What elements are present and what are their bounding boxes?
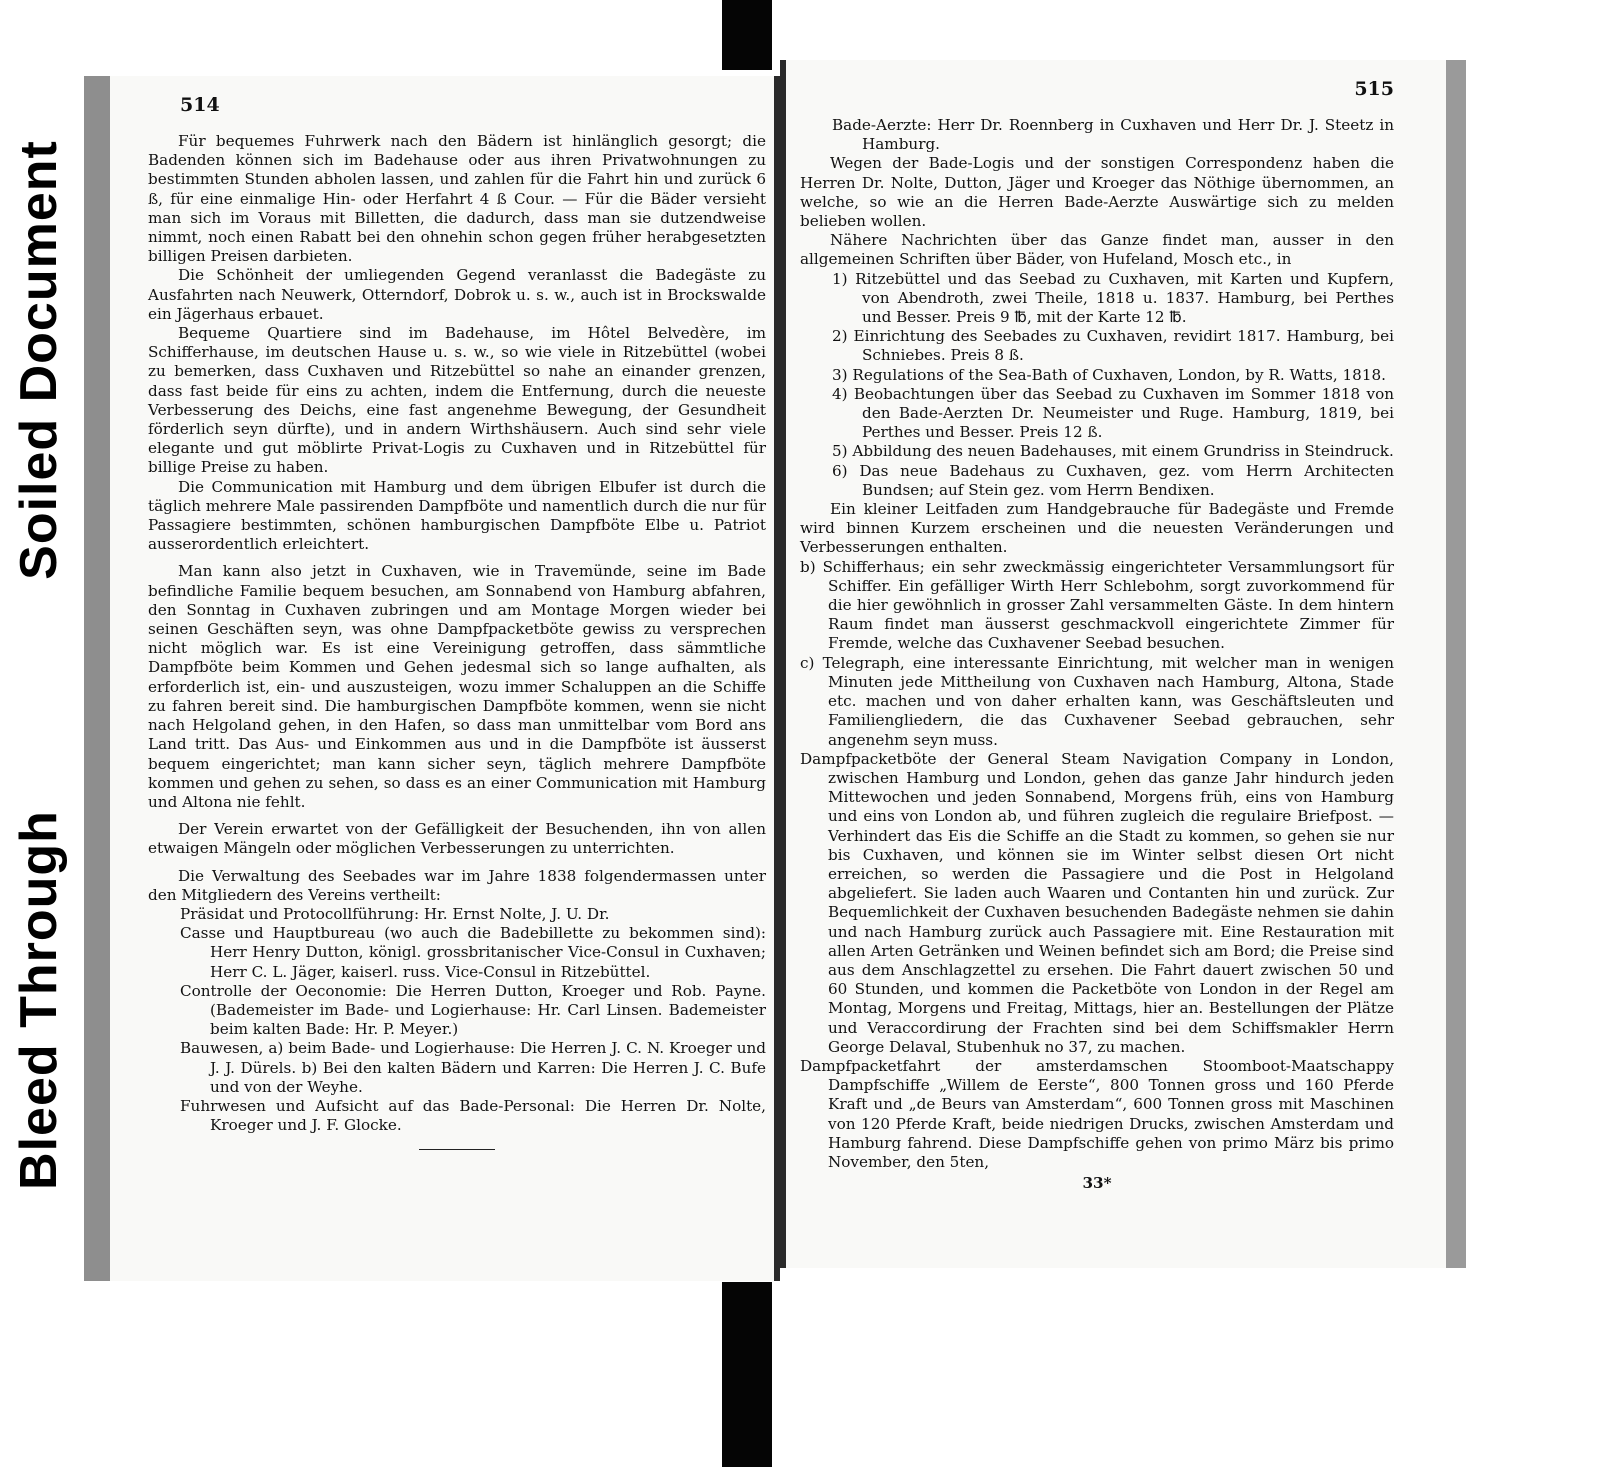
right-page-text — [800, 116, 1394, 1193]
right-page-gutter — [780, 60, 786, 1268]
entry-amsterdam: Dampfpacketfahrt der amsterdamschen Stoomboot-Maatschappy Dampfschiffe „Willem de Eerste“, 800 Tonnen gross und 160 Pferde Kraft und „de Beurs van Amsterdam“, 600 Tonnen gross mit Maschinen von 120 Pferde Kraft, beide niedrigen Drucks, zwischen Amsterdam und Hamburg fahrend. Diese Dampfschiffe gehen von primo März bis primo November, den 5ten, — [800, 1056, 1394, 1171]
item-telegraph: c) Telegraph, eine interessante Einrichtung, mit welcher man in wenigen Minuten jede Mittheilung von Cuxhaven nach Hamburg, Altona, Stade etc. machen und von daher erhalten kann, was Geschäftsleuten und Familiengliedern, die das Cuxhavener Seebad gebrauchen, sehr angenehm seyn muss. — [800, 653, 1394, 749]
paragraph-verein: Der Verein erwartet von der Gefälligkeit der Besuchenden, ihn von allen etwaigen Mängeln oder möglichen Verbesserungen zu unterrichten. — [148, 820, 766, 858]
closing-rule — [419, 1149, 495, 1150]
reference-3: 3) Regulations of the Sea-Bath of Cuxhaven, London, by R. Watts, 1818. — [832, 365, 1386, 384]
reference-1: 1) Ritzebüttel und das Seebad zu Cuxhaven, mit Karten und Kupfern, von Abendroth, zwei Theile, 1818 u. 1837. Hamburg, bei Perthes und Besser. Preis 9 ℔, mit der Karte 12 ℔. — [832, 269, 1394, 327]
admin-casse: Casse und Hauptbureau (wo auch die Badebillette zu bekommen sind): Herr Henry Dutton, königl. grossbritanischer Vice-Consul in Cuxhaven; Herr C. L. Jäger, kaiserl. russ. Vice-Consul in Ritzebüttel. — [180, 924, 766, 981]
spine-strip-top — [722, 0, 772, 70]
left-page-text — [148, 132, 766, 1150]
paragraph-quartiere: Bequeme Quartiere sind im Badehause, im Hôtel Belvedère, im Schifferhause, im deutschen Hause u. s. w., so wie viele in Ritzebüttel (wobei zu bemerken, dass Cuxhaven und Ritzebüttel so nahe an einander grenzen, dass fast beide für eins zu achten, indem die Entfernung, durch die neueste Verbesserung des Deichs, eine fast angenehme Bewegung, der Gesundheit förderlich seyn dürfte), und in andern Wirthshäusern. Auch sind sehr viele elegante und gut möblirte Privat-Logis zu Cuxhaven und in Ritzebüttel für billige Preise zu haben. — [148, 324, 766, 477]
admin-controlle: Controlle der Oeconomie: Die Herren Dutton, Kroeger und Rob. Payne. (Bademeister im Bade- und Logierhause: Hr. Carl Linsen. Bademeister beim kalten Bade: Hr. P. Meyer.) — [180, 981, 766, 1039]
reference-6: 6) Das neue Badehaus zu Cuxhaven, gez. vom Herrn Architecten Bundsen; auf Stein gez. vom Herrn Bendixen. — [832, 461, 1394, 499]
entry-general-steam: Dampfpacketböte der General Steam Navigation Company in London, zwischen Hamburg und London, gehen das ganze Jahr hindurch jeden Mittewochen und jeden Sonnabend, Morgens früh, eins von Hamburg und eins von London ab, und führen zugleich die regulaire Briefpost. — Verhindert das Eis die Schiffe an die Stadt zu kommen, so gehen sie nur bis Cuxhaven, und können sie im Winter selbst diesen Ort nicht erreichen, so werden die Passagiere und die Post in Helgoland abgeliefert. Sie laden auch Waaren und Contanten hin und zurück. Zur Bequemlichkeit der Cuxhaven besuchenden Badegäste nehmen sie dahin und nach Hamburg zurück auch Passagiere mit. Eine Restauration mit allen Arten Getränken und Weinen befindet sich am Bord; die Preise sind aus dem Anschlagzettel zu ersehen. Die Fahrt dauert zwischen 50 und 60 Stunden, und kommen die Packetböte von London in der Regel am Montag, Morgens und Freitag, Mittags, hier an. Bestellungen der Plätze und Veraccordirung der Frachten sind bei dem Schiffsmakler Herrn George Delaval, Stubenhuk no 37, zu machen. — [800, 749, 1394, 1056]
page-number-514: 514 — [180, 94, 220, 116]
signature-mark: 33* — [1082, 1174, 1112, 1193]
paragraph-bade-logis: Wegen der Bade-Logis und der sonstigen Correspondenz haben die Herren Dr. Nolte, Dutton, Jäger und Kroeger das Nöthige übernommen, an welche, so wie an die Herren Bade-Aerzte Auswärtige sich zu melden belieben wollen. — [800, 154, 1394, 231]
reference-2: 2) Einrichtung des Seebades zu Cuxhaven, revidirt 1817. Hamburg, bei Schniebes. Preis 8 ß. — [832, 327, 1394, 365]
paragraph-leitfaden: Ein kleiner Leitfaden zum Handgebrauche für Badegäste und Fremde wird binnen Kurzem erscheinen und die neuesten Veränderungen und Verbesserungen enthalten. — [800, 500, 1394, 557]
bade-aerzte: Bade-Aerzte: Herr Dr. Roennberg in Cuxhaven und Herr Dr. J. Steetz in Hamburg. — [832, 116, 1394, 154]
item-schifferhaus: b) Schifferhaus; ein sehr zweckmässig eingerichteter Versammlungsort für Schiffer. Ein gefälliger Wirth Herr Schlebohm, sorgt zuvorkommend für die hier gewöhnlich in grosser Zahl versammelten Gäste. In dem hintern Raum findet man äusserst geschmackvoll eingerichtete Zimmer für Fremde, welche das Cuxhavener Seebad besuchen. — [800, 557, 1394, 653]
paragraph-gegend: Die Schönheit der umliegenden Gegend veranlasst die Badegäste zu Ausfahrten nach Neuwerk, Otterndorf, Dobrok u. s. w., auch ist in Brockswalde ein Jägerhaus erbauet. — [148, 266, 766, 323]
paragraph-travemuende: Man kann also jetzt in Cuxhaven, wie in Travemünde, seine im Bade befindliche Familie bequem besuchen, am Sonnabend von Hamburg abfahren, den Sonntag in Cuxhaven zubringen und am Montage Morgen wieder bei seinen Geschäften seyn, was ohne Dampfpacketböte gewiss zu versprechen nicht möglich war. Es ist eine Vereinigung getroffen, dass sämmtliche Dampfböte beim Kommen und Gehen jedesmal sich so lange aufhalten, als erforderlich ist, ein- und auszusteigen, wozu immer Schaluppen an die Schiffe zu fahren bereit sind. Die hamburgischen Dampfböte kommen, wenn sie nicht nach Helgoland gehen, in den Hafen, so dass man unmittelbar vom Bord ans Land tritt. Das Aus- und Einkommen aus und in die Dampfböte ist äusserst bequem eingerichtet; man kann sicher seyn, täglich mehrere Dampfböte kommen und gehen zu sehen, so dass es an einer Communication mit Hamburg und Altona nie fehlt. — [148, 562, 766, 811]
admin-fuhrwesen: Fuhrwesen und Aufsicht auf das Bade-Personal: Die Herren Dr. Nolte, Kroeger und J. F. Glocke. — [180, 1096, 766, 1135]
page-number-515: 515 — [1354, 78, 1394, 100]
paragraph-nachrichten: Nähere Nachrichten über das Ganze findet man, ausser in den allgemeinen Schriften über Bäder, von Hufeland, Mosch etc., in — [800, 231, 1394, 269]
reference-4: 4) Beobachtungen über das Seebad zu Cuxhaven im Sommer 1818 von den Bade-Aerzten Dr. Neumeister und Ruge. Hamburg, 1819, bei Perthes und Besser. Preis 12 ß. — [832, 384, 1394, 442]
right-page — [780, 60, 1466, 1268]
bleed-through-label: Bleed Through — [10, 810, 68, 1190]
paragraph-fuhrwerk: Für bequemes Fuhrwerk nach den Bädern ist hinlänglich gesorgt; die Badenden können sich im Badehause oder aus ihren Privatwohnungen zu bestimmten Stunden abholen lassen, und zahlen für die Fahrt hin und zurück 6 ß, für eine einmalige Hin- oder Herfahrt 4 ß Cour. — Für die Bäder versieht man sich im Voraus mit Billetten, die dadurch, dass man sie dutzendweise nimmt, noch einen Rabatt bei den ohnehin schon gegen früher herabgesetzten billigen Preisen darbieten. — [148, 132, 766, 266]
reference-5: 5) Abbildung des neuen Badehauses, mit einem Grundriss in Steindruck. — [832, 442, 1394, 461]
spine-strip-bottom — [722, 1282, 772, 1467]
paragraph-verwaltung: Die Verwaltung des Seebades war im Jahre 1838 folgendermassen unter den Mitgliedern des Vereins vertheilt: — [148, 866, 766, 904]
soiled-document-label: Soiled Document — [10, 140, 68, 580]
left-page — [84, 76, 780, 1281]
admin-bauwesen: Bauwesen, a) beim Bade- und Logierhause: Die Herren J. C. N. Kroeger und J. J. Dürels. b) Bei den kalten Bädern und Karren: Die Herren J. C. Bufe und von der Weyhe. — [180, 1039, 766, 1096]
admin-praesidat: Präsidat und Protocollführung: Hr. Ernst Nolte, J. U. Dr. — [180, 904, 610, 923]
paragraph-communication: Die Communication mit Hamburg und dem übrigen Elbufer ist durch die täglich mehrere Male passirenden Dampfböte und namentlich durch die nur für Passagiere bestimmten, schönen hamburgischen Dampfböte Elbe u. Patriot ausserordentlich erleichtert. — [148, 477, 766, 554]
